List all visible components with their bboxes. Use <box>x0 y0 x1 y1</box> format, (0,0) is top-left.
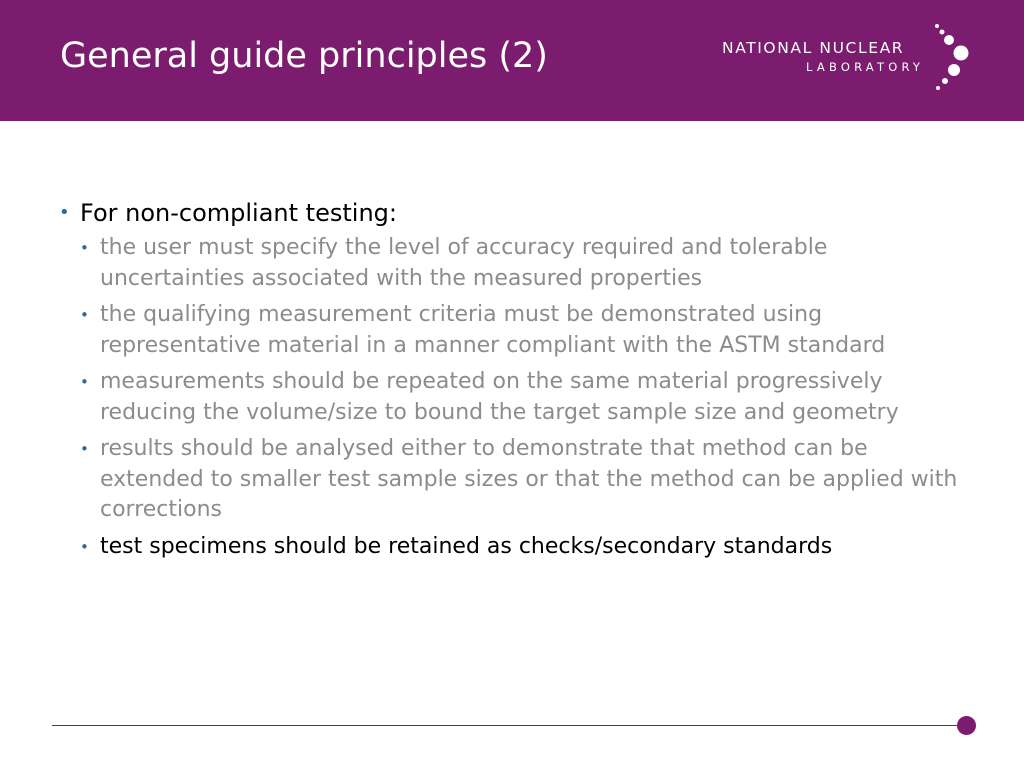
bullet-dot-icon: • <box>80 440 89 458</box>
footer-dot-icon <box>957 716 976 735</box>
sub-bullet-text: results should be analysed either to demonstrate that method can be extended to smaller test sample sizes or that the method can be applied with corrections <box>100 436 958 522</box>
bullet-dot-icon: • <box>80 537 89 556</box>
bullet-dot-icon: • <box>80 373 89 391</box>
bullet-text: For non-compliant testing: <box>80 199 397 227</box>
dot-cluster-icon <box>718 20 988 96</box>
sub-bullet-item <box>56 434 976 526</box>
slide-title: General guide principles (2) <box>60 36 548 76</box>
sub-bullet-item <box>56 300 976 361</box>
sub-bullet-item <box>56 233 976 294</box>
sub-bullet-text: the qualifying measurement criteria must be demonstrated using representative material in a manner compliant with the ASTM standard <box>100 302 886 358</box>
sub-bullet-text: measurements should be repeated on the same material progressively reducing the volume/size to bound the target sample size and geometry <box>100 369 899 425</box>
bullet-dot-icon: • <box>80 239 89 257</box>
logo-text-line1: NATIONAL NUCLEAR <box>722 39 905 57</box>
sub-bullet-item <box>56 532 976 563</box>
logo-text-line2: LABORATORY <box>806 60 925 74</box>
footer-divider <box>52 725 964 726</box>
sub-bullet-list <box>56 233 976 562</box>
nnl-logo <box>718 20 988 96</box>
sub-bullet-text: the user must specify the level of accuracy required and tolerable uncertainties associated with the measured properties <box>100 235 828 291</box>
bullet-dot-icon: • <box>80 306 89 324</box>
sub-bullet-item <box>56 367 976 428</box>
bullet-level1 <box>56 197 976 229</box>
bullet-dot-icon: • <box>59 202 70 223</box>
slide-header <box>0 0 1024 121</box>
slide-body <box>56 197 976 568</box>
sub-bullet-text: test specimens should be retained as checks/secondary standards <box>100 533 833 559</box>
